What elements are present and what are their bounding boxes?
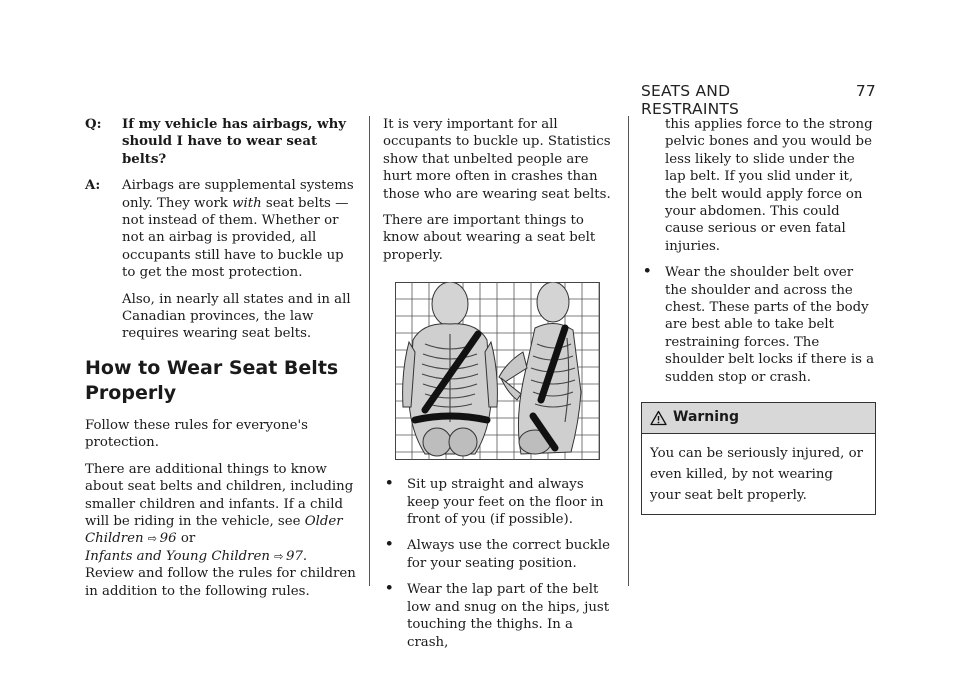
link-infants-young-children-page[interactable]: 97. (286, 548, 308, 564)
warning-title: Warning (673, 409, 740, 426)
question-label: Q: (85, 117, 102, 132)
column-1 (85, 116, 357, 609)
emphasis-with: with (232, 195, 262, 211)
list-item-text: Wear the shoulder belt over the shoulder and across the chest. These parts of the body are best able to take belt restraining forces. The shoulder belt locks if there is a sudden stop or crash. (665, 265, 875, 385)
paragraph: Follow these rules for everyone's protection. (85, 417, 308, 451)
link-older-children-page[interactable]: 96 (159, 531, 177, 547)
page-arrow-icon: ⇨ (147, 532, 157, 546)
section-heading: How to Wear Seat Belts Properly (85, 356, 339, 404)
list-item (383, 537, 617, 572)
list-item (641, 264, 876, 386)
warning-box (641, 402, 876, 515)
seat-belt-illustration (395, 282, 600, 460)
page-header (641, 82, 876, 118)
paragraph: It is very important for all occupants to buckle up. Statistics show that unbelted people are hurt more often in crashes than those who are wearing seat belts. (383, 117, 611, 202)
column-2 (383, 116, 617, 660)
question-block (85, 116, 357, 168)
bullet-list (383, 476, 617, 651)
list-item-text: Sit up straight and always keep your feet on the floor in front of you (if possible). (407, 477, 604, 528)
column-divider (369, 116, 370, 586)
page-arrow-icon: ⇨ (274, 549, 284, 563)
answer-label: A: (85, 178, 101, 194)
column-divider (628, 116, 629, 586)
warning-text: You can be seriously injured, or even killed, by not wearing your seat belt properly. (650, 446, 863, 504)
question-text: If my vehicle has airbags, why should I have to wear seat belts? (122, 117, 347, 167)
paragraph: There are important things to know about wearing a seat belt properly. (383, 213, 596, 263)
list-item-text: Wear the lap part of the belt low and snug on the hips, just touching the thighs. In a crash, (407, 582, 610, 650)
bullet-icon: • (385, 537, 394, 553)
list-item (383, 581, 617, 651)
warning-triangle-icon (650, 410, 667, 426)
warning-header (642, 403, 875, 434)
bullet-continuation: this applies force to the strong pelvic bones and you would be less likely to slide under the lap belt. If you slid under it, the belt would apply force on your abdomen. This could cause serious or even fatal injuries. (665, 117, 873, 254)
list-item (383, 476, 617, 528)
answer-text-2: Also, in nearly all states and in all Canadian provinces, the law requires wearing seat belts. (122, 291, 351, 342)
answer-text: Airbags are supplemental systems only. They work with seat belts — not instead of them. Whether or not an airbag is provided, all occupants still have to buckle up to get the most protection. (122, 178, 354, 281)
list-item-text: Always use the correct buckle for your seating position. (407, 538, 610, 571)
link-older-children[interactable]: Older Children (85, 513, 343, 547)
bullet-icon: • (385, 476, 394, 492)
front-lap-belt (415, 416, 487, 420)
bullet-icon: • (385, 581, 394, 597)
section-title: SEATS AND RESTRAINTS (641, 82, 740, 118)
column-3 (641, 116, 876, 515)
answer-block (85, 177, 357, 343)
bullet-icon: • (643, 264, 652, 280)
page-number: 77 (855, 82, 876, 100)
paragraph-with-references: There are additional things to know about seat belts and children, including smaller children and infants. If a child will be riding in the vehicle, see Older Children ⇨ 96 or Infants and Young Children ⇨ 97. Review and follow the rules for children in addition to the following rules. (85, 461, 356, 599)
link-infants-young-children[interactable]: Infants and Young Children (85, 548, 270, 564)
